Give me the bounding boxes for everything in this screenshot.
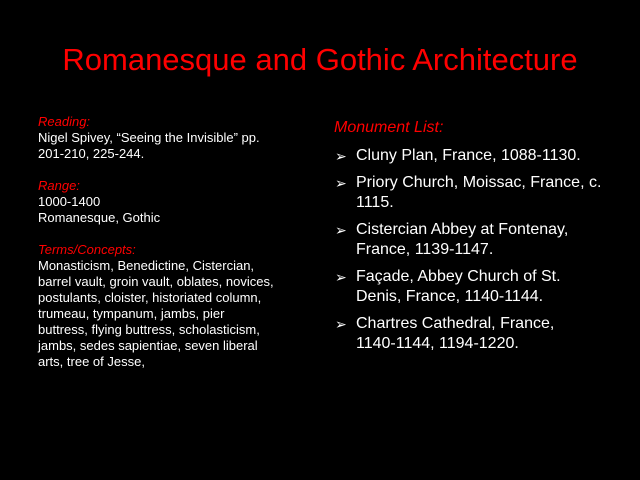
monument-text: France, 1139-1147. [356, 241, 494, 258]
arrow-bullet-icon: ➢ [335, 316, 347, 332]
monument-text: 1115. [356, 194, 394, 211]
monument-list-item [334, 146, 624, 166]
reading-heading: Reading: [38, 114, 91, 129]
arrow-bullet-icon: ➢ [335, 148, 347, 164]
reading-section [38, 114, 323, 162]
range-line: 1000-1400 [38, 194, 101, 209]
terms-line: trumeau, tympanum, jambs, pier [38, 306, 225, 321]
monument-text: Denis, France, 1140-1144. [356, 288, 544, 305]
monument-list [334, 146, 624, 354]
monument-list-item [334, 220, 624, 260]
terms-line: arts, tree of Jesse, [38, 354, 145, 369]
terms-line: Monasticism, Benedictine, Cistercian, [38, 258, 255, 273]
left-column [38, 114, 323, 386]
monument-text: Cistercian Abbey at Fontenay, [356, 221, 569, 238]
slide-title: Romanesque and Gothic Architecture [62, 42, 578, 77]
arrow-bullet-icon: ➢ [335, 222, 347, 238]
terms-line: buttress, flying buttress, scholasticism, [38, 322, 260, 337]
monument-text: Chartres Cathedral, France, [356, 315, 555, 332]
arrow-bullet-icon: ➢ [335, 175, 347, 191]
monument-list-item [334, 173, 624, 213]
monument-list-heading: Monument List: [334, 119, 444, 136]
terms-heading: Terms/Concepts: [38, 242, 136, 257]
range-line: Romanesque, Gothic [38, 210, 161, 225]
range-heading: Range: [38, 178, 80, 193]
range-section [38, 178, 323, 226]
terms-section [38, 242, 323, 370]
terms-line: postulants, cloister, historiated column, [38, 290, 262, 305]
arrow-bullet-icon: ➢ [335, 269, 347, 285]
reading-line: Nigel Spivey, “Seeing the Invisible” pp. [38, 130, 260, 145]
monument-list-item [334, 267, 624, 307]
monument-text: 1140-1144, 1194-1220. [356, 335, 519, 352]
monument-text: Façade, Abbey Church of St. [356, 268, 561, 285]
terms-line: jambs, sedes sapientiae, seven liberal [38, 338, 258, 353]
terms-line: barrel vault, groin vault, oblates, novices, [38, 274, 274, 289]
right-column [334, 118, 624, 361]
monument-text: Priory Church, Moissac, France, c. [356, 174, 602, 191]
monument-list-item [334, 314, 624, 354]
monument-text: Cluny Plan, France, 1088-1130. [356, 147, 581, 164]
reading-line: 201-210, 225-244. [38, 146, 145, 161]
